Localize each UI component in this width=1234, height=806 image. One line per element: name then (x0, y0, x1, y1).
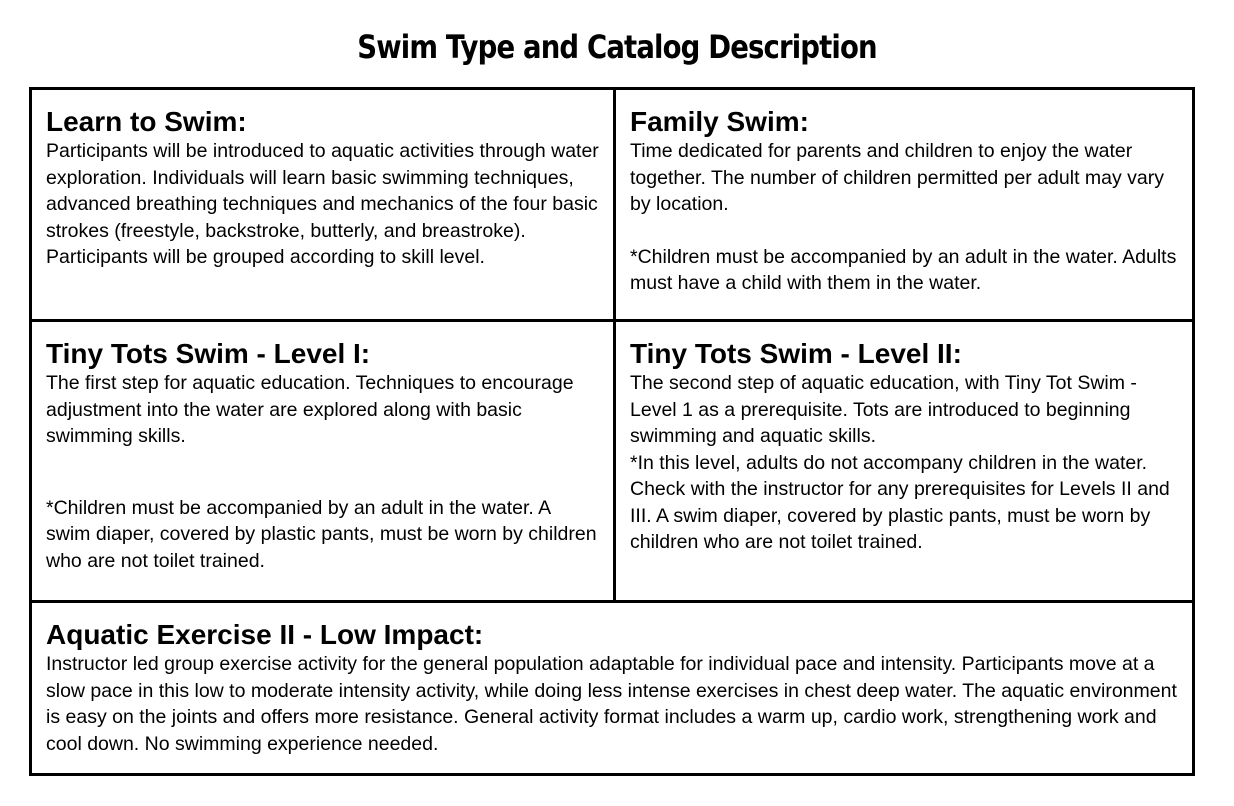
cell-learn-to-swim (32, 90, 613, 319)
section-description: The second step of aquatic education, with Tiny Tot Swim - Level 1 as a prerequisite. Tots are introduced to beginning swimming and aquatic skills. (630, 372, 1137, 447)
cell-family-swim (616, 90, 1192, 319)
section-heading: Family Swim: (630, 106, 809, 137)
section-heading: Aquatic Exercise II - Low Impact: (46, 619, 484, 650)
section-note: *In this level, adults do not accompany children in the water. Check with the instructor for any prerequisites for Levels II and III. A swim diaper, covered by plastic pants, must be worn by children who are not toilet trained. (630, 451, 1170, 553)
section-description: The first step for aquatic education. Techniques to encourage adjustment into the water are explored along with basic swimming skills. (46, 372, 574, 447)
section-description: Participants will be introduced to aquatic activities through water exploration. Individuals will learn basic swimming techniques, advanced breathing techniques and mechanics of the four basic strokes (freestyle, backstroke, butterly, and breastroke). Participants will be grouped according to skill level. (46, 140, 599, 268)
section-description: Time dedicated for parents and children to enjoy the water together. The number of children permitted per adult may vary by location. (630, 140, 1165, 215)
section-heading: Learn to Swim: (46, 106, 247, 137)
section-description: Instructor led group exercise activity for the general population adaptable for individual pace and intensity. Participants move at a slow pace in this low to moderate intensity activity, while doing less intense exercises in chest deep water. The aquatic environment is easy on the joints and offers more resistance. General activity format includes a warm up, cardio work, strengthening work and cool down. No swimming experience needed. (46, 653, 1177, 755)
catalog-table (29, 87, 1195, 776)
section-note: *Children must be accompanied by an adult in the water. A swim diaper, covered by plastic pants, must be worn by children who are not toilet trained. (46, 496, 597, 572)
spacer (630, 218, 1178, 244)
cell-tiny-tots-level-2 (616, 322, 1192, 600)
section-note: *Children must be accompanied by an adult in the water. Adults must have a child with them in the water. (630, 245, 1177, 294)
page-title: Swim Type and Catalog Description (357, 28, 877, 66)
cell-tiny-tots-level-1 (32, 322, 613, 600)
section-heading: Tiny Tots Swim - Level II: (630, 338, 962, 369)
cell-aquatic-exercise-2 (32, 603, 1192, 773)
section-heading: Tiny Tots Swim - Level I: (46, 338, 371, 369)
spacer (46, 450, 599, 495)
